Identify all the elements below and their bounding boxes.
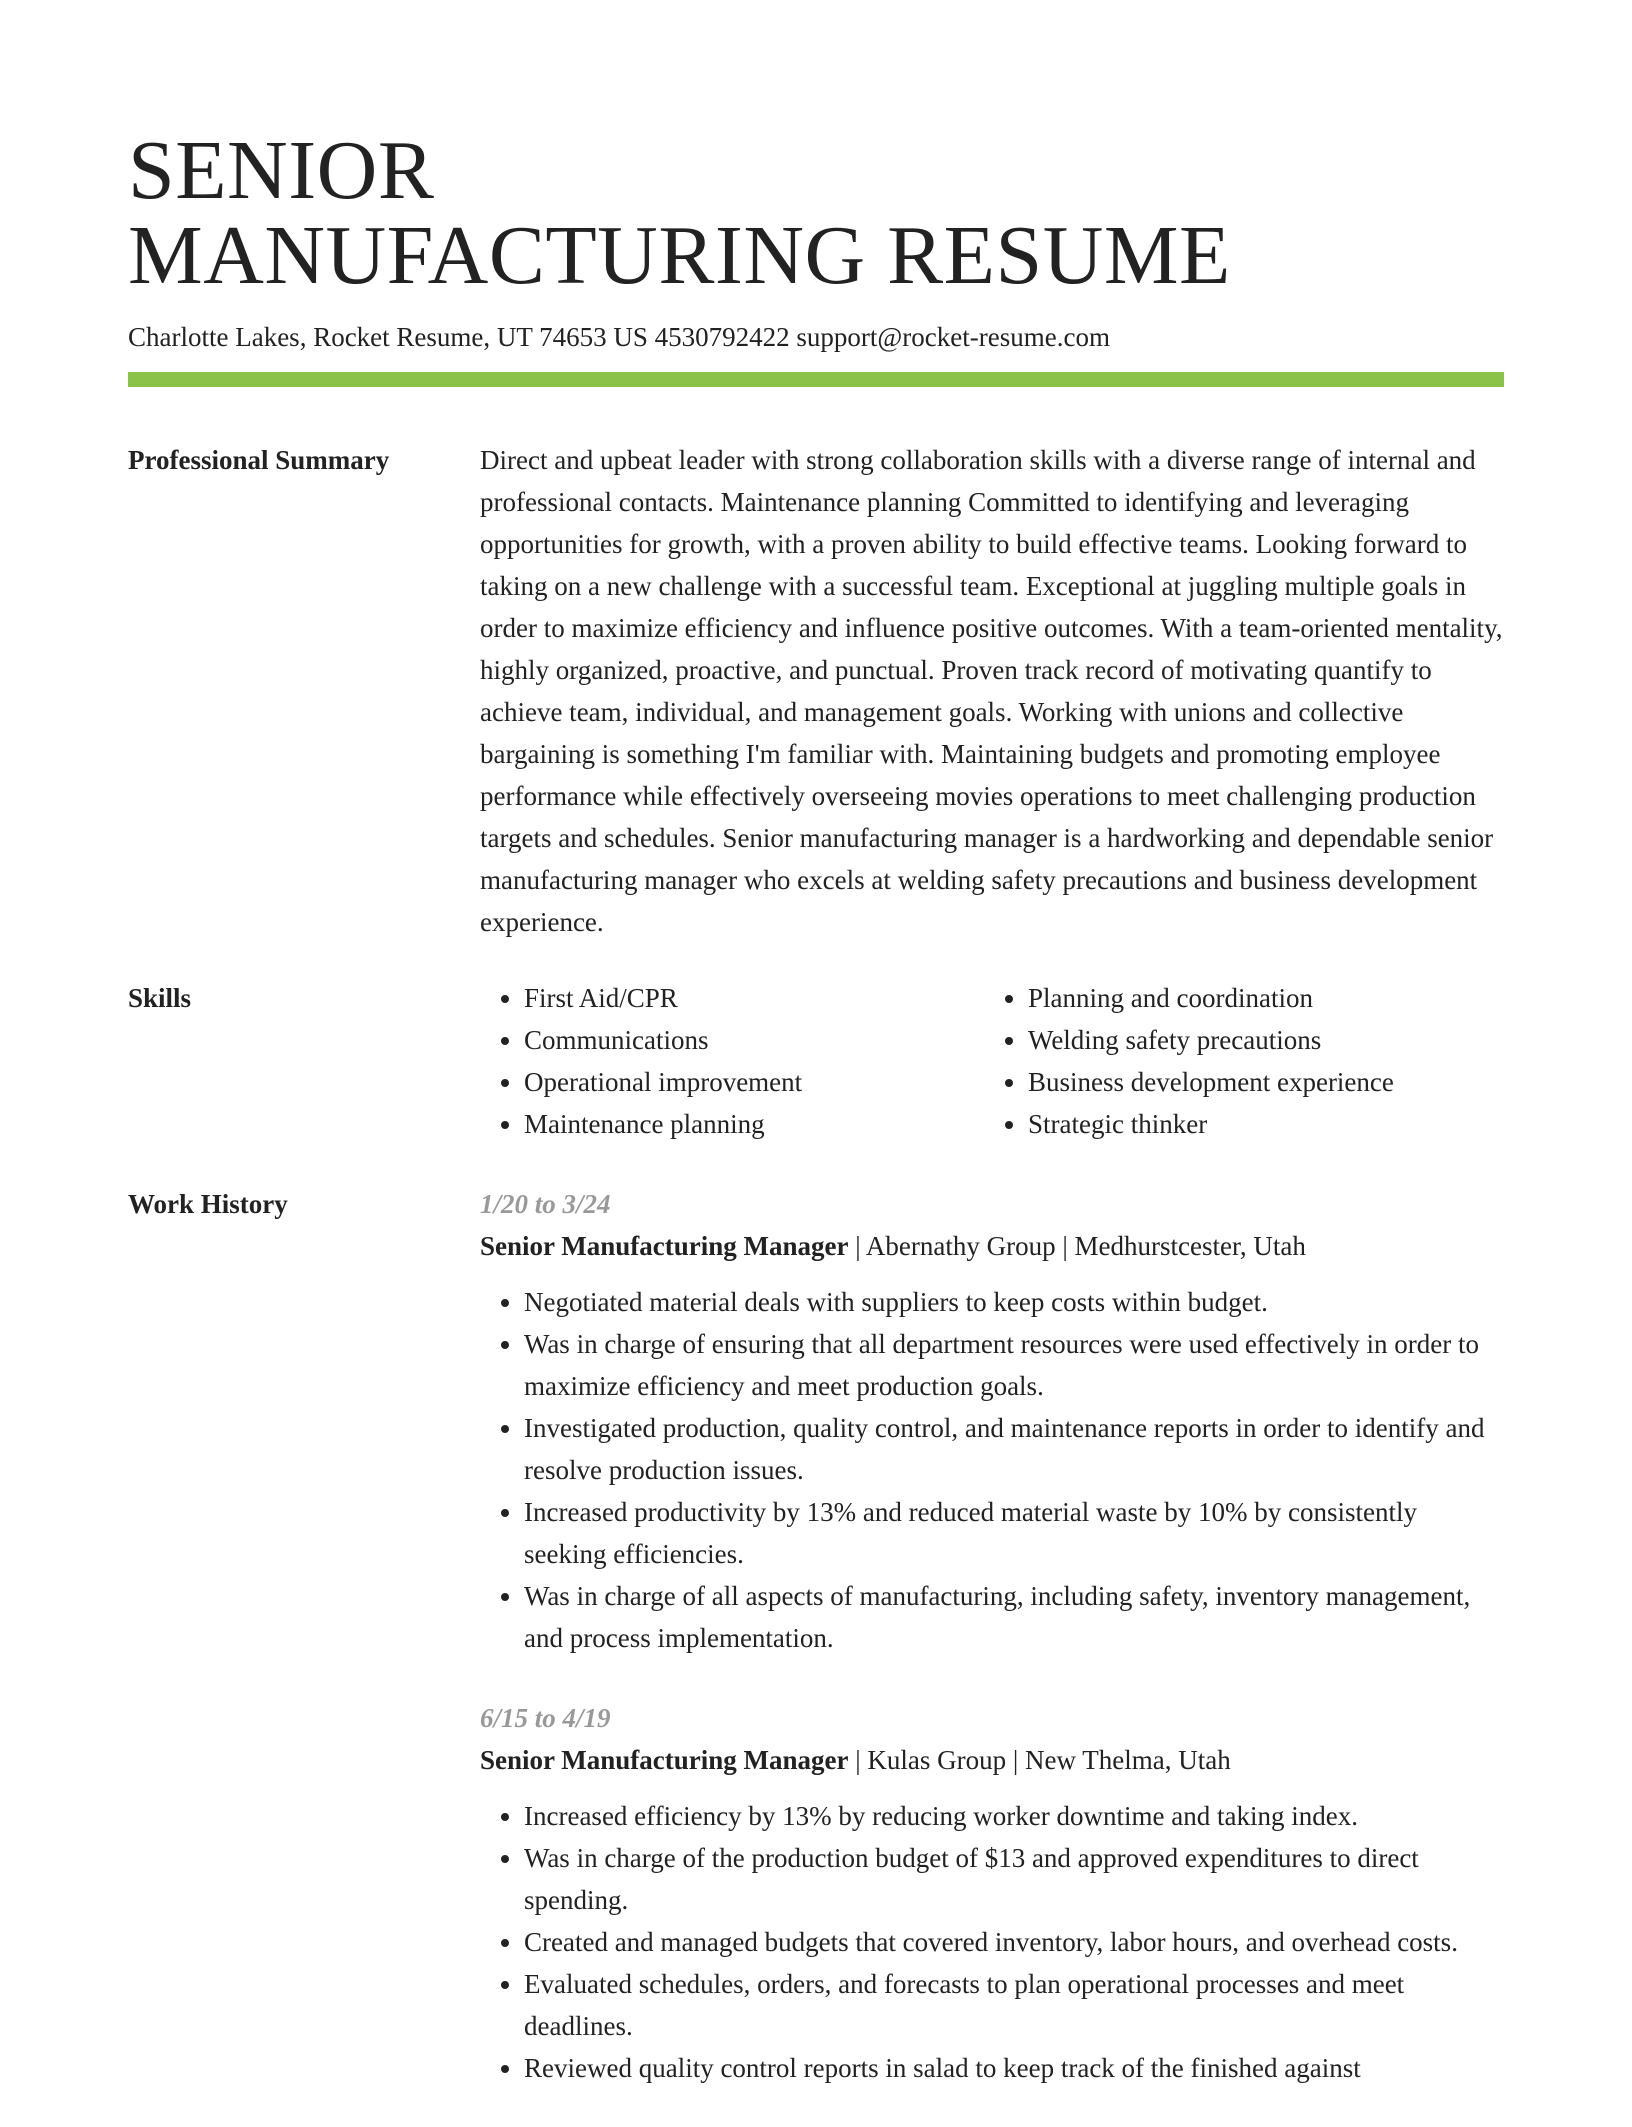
title-line-1: SENIOR	[128, 124, 435, 217]
job-bullet: • Was in charge of all aspects of manufacturing, including safety, inventory management, and process implementation.	[524, 1575, 1504, 1659]
skill-item: • Welding safety precautions	[1028, 1019, 1394, 1061]
skill-item: • Operational improvement	[524, 1061, 984, 1103]
skill-item: • Maintenance planning	[524, 1103, 984, 1145]
skill-item: • Communications	[524, 1019, 984, 1061]
skill-item: • First Aid/CPR	[524, 977, 984, 1019]
job-bullet: • Was in charge of ensuring that all department resources were used effectively in order to maximize efficiency and meet production goals.	[524, 1323, 1504, 1407]
summary-text: Direct and upbeat leader with strong collaboration skills with a diverse range of internal and professional contacts. Maintenance planning Committed to identifying and leveraging opportunities for growth, with a proven ability to build effective teams. Looking forward to taking on a new challenge with a successful team. Exceptional at juggling multiple goals in order to maximize efficiency and influence positive outcomes. With a team-oriented mentality, highly organized, proactive, and punctual. Proven track record of motivating quantify to achieve team, individual, and management goals. Working with unions and collective bargaining is something I'm familiar with. Maintaining budgets and promoting employee performance while effectively overseeing movies operations to meet challenging production targets and schedules. Senior manufacturing manager is a hardworking and dependable senior manufacturing manager who excels at welding safety precautions and business development experience.	[480, 445, 1503, 937]
skill-item: • Business development experience	[1028, 1061, 1394, 1103]
job-bullet: • Evaluated schedules, orders, and forecasts to plan operational processes and meet deadlines.	[524, 1963, 1504, 2047]
job-bullet: • Created and managed budgets that covered inventory, labor hours, and overhead costs.	[524, 1921, 1504, 1963]
skills-column-1	[480, 977, 984, 1145]
skills-column-2	[984, 977, 1394, 1145]
job-bullet: • Increased productivity by 13% and reduced material waste by 10% by consistently seeking efficiencies.	[524, 1491, 1504, 1575]
job-heading	[480, 1739, 1504, 1781]
job-bullet: • Reviewed quality control reports in salad to keep track of the finished against	[524, 2047, 1504, 2089]
job-title: Senior Manufacturing Manager	[480, 1231, 849, 1261]
job-heading	[480, 1225, 1504, 1267]
job-bullets	[480, 1795, 1504, 2089]
job-details: | Kulas Group | New Thelma, Utah	[848, 1745, 1231, 1775]
job-bullets	[480, 1281, 1504, 1659]
section-label-summary: Professional Summary	[128, 445, 390, 475]
work-history-section	[128, 1183, 1504, 2127]
contact-info: Charlotte Lakes, Rocket Resume, UT 74653 US 4530792422 support@rocket-resume.com	[128, 322, 1110, 352]
section-label-work: Work History	[128, 1189, 288, 1219]
job-dates: 6/15 to 4/19	[480, 1703, 611, 1733]
skill-item: • Strategic thinker	[1028, 1103, 1394, 1145]
skills-section	[128, 977, 1504, 1145]
accent-divider	[128, 372, 1504, 387]
job-bullet: • Negotiated material deals with suppliers to keep costs within budget.	[524, 1281, 1504, 1323]
skill-item: • Planning and coordination	[1028, 977, 1394, 1019]
job-dates: 1/20 to 3/24	[480, 1189, 611, 1219]
job-entry	[480, 1697, 1504, 2089]
job-bullet: • Was in charge of the production budget of $13 and approved expenditures to direct spending.	[524, 1837, 1504, 1921]
section-label-skills: Skills	[128, 983, 192, 1013]
job-bullet: • Investigated production, quality control, and maintenance reports in order to identify and resolve production issues.	[524, 1407, 1504, 1491]
job-title: Senior Manufacturing Manager	[480, 1745, 849, 1775]
job-bullet: • Increased efficiency by 13% by reducing worker downtime and taking index.	[524, 1795, 1504, 1837]
professional-summary-section	[128, 439, 1504, 943]
job-details: | Abernathy Group | Medhurstcester, Utah	[848, 1231, 1306, 1261]
title-line-2: MANUFACTURING RESUME	[128, 209, 1231, 302]
resume-title	[128, 124, 1504, 302]
resume-page	[128, 124, 1504, 2127]
job-entry	[480, 1183, 1504, 1659]
